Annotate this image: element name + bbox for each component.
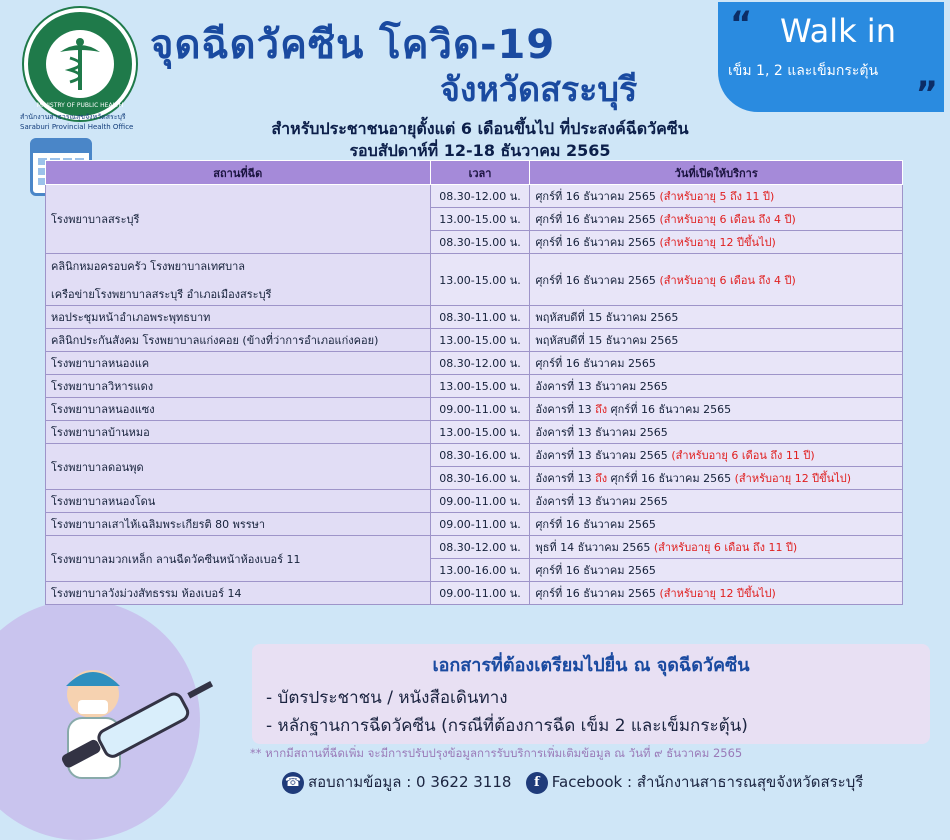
documents-title: เอกสารที่ต้องเตรียมไปยื่น ณ จุดฉีดวัคซีน [432,655,750,676]
document-item-proof: - หลักฐานการฉีดวัคซีน (กรณีที่ต้องการฉีด เข็ม 2 และเข็มกระตุ้น) [266,716,748,736]
age-note: (สำหรับอายุ 6 เดือน ถึง 4 ปี) [659,273,796,287]
age-note: (สำหรับอายุ 12 ปีขึ้นไป) [734,472,852,485]
table-row [46,444,903,467]
age-note: (สำหรับอายุ 6 เดือน ถึง 11 ปี) [653,541,798,554]
table-row [46,352,903,375]
facebook-icon: f [526,772,548,794]
time-cell: 09.00-11.00 น. [430,513,530,536]
date-text: อังคารที่ 13 ธันวาคม 2565 [535,495,668,508]
table-row [46,185,903,208]
place-name: คลินิกประกันสังคม โรงพยาบาลแก่งคอย (ข้างที่ว่าการอำเภอแก่งคอย) [51,334,379,347]
place-cell [46,254,431,306]
update-note: ** หากมีสถานที่ฉีดเพิ่ม จะมีการปรับปรุงข้อมูลการรับบริการเพิ่มเติมข้อมูล ณ วันที่ ๙ ธันวาคม 2565 [250,746,743,760]
place-name: โรงพยาบาลหนองแค [51,357,150,370]
date-text: อังคารที่ 13 ธันวาคม 2565 [535,380,668,393]
place-name: โรงพยาบาลวิหารแดง [51,380,154,393]
logo-ring-text: MINISTRY OF PUBLIC HEALTH [36,102,124,109]
age-note: (สำหรับอายุ 6 เดือน ถึง 4 ปี) [659,213,796,226]
time-cell: 08.30-12.00 น. [430,185,530,208]
table-row [46,398,903,421]
date-cell [530,559,903,582]
age-note: (สำหรับอายุ 12 ปีขึ้นไป) [659,587,776,600]
date-cell [530,467,903,490]
page-subtitle: จังหวัดสระบุรี [440,70,638,110]
table-row [46,375,903,398]
date-cell [530,375,903,398]
required-documents [252,644,930,744]
date-text: ศุกร์ที่ 16 ธันวาคม 2565 [535,564,656,577]
age-note: (สำหรับอายุ 12 ปีขึ้นไป) [659,236,776,249]
date-text: อังคารที่ 13 ธันวาคม 2565 [535,449,668,462]
date-end-text: ศุกร์ที่ 16 ธันวาคม 2565 [610,472,732,485]
place-name: โรงพยาบาลบ้านหมอ [51,426,150,439]
org-name-en: Saraburi Provincial Health Office [20,123,134,131]
document-item-id: - บัตรประชาชน / หนังสือเดินทาง [266,688,508,708]
time-cell: 09.00-11.00 น. [430,398,530,421]
time-cell: 08.30-15.00 น. [430,231,530,254]
date-text: อังคารที่ 13 [535,403,592,416]
date-range-word: ถึง [595,403,608,416]
walkin-subtitle: เข็ม 1, 2 และเข็มกระตุ้น [728,63,879,79]
place-cell [46,185,431,254]
place-cell [46,582,431,605]
table-header-row [46,161,903,185]
date-cell [530,231,903,254]
place-name: คลินิกหมอครอบครัว โรงพยาบาลเทศบาล [51,259,246,273]
date-cell [530,421,903,444]
age-note: (สำหรับอายุ 6 เดือน ถึง 11 ปี) [671,449,815,462]
date-cell [530,398,903,421]
doctor-syringe-illustration [38,652,218,792]
time-cell: 13.00-15.00 น. [430,421,530,444]
date-end-text: ศุกร์ที่ 16 ธันวาคม 2565 [610,403,732,416]
time-cell: 08.30-12.00 น. [430,536,530,559]
date-cell [530,490,903,513]
time-cell: 13.00-15.00 น. [430,208,530,231]
place-cell [46,398,431,421]
place-cell [46,444,431,490]
caduceus-icon [46,30,114,98]
place-cell [46,375,431,398]
table-row [46,421,903,444]
place-cell [46,421,431,444]
time-cell: 13.00-15.00 น. [430,375,530,398]
table-row [46,329,903,352]
date-cell [530,352,903,375]
quote-open-icon: “ [730,4,753,44]
org-name [20,112,133,132]
week-line: รอบสัปดาห์ที่ 12-18 ธันวาคม 2565 [349,141,611,160]
table-row [46,306,903,329]
age-note: (สำหรับอายุ 5 ถึง 11 ปี) [659,190,775,203]
date-text: พฤหัสบดีที่ 15 ธันวาคม 2565 [535,334,679,347]
header-date: วันที่เปิดให้บริการ [530,161,903,185]
header-time: เวลา [430,161,530,185]
date-text: ศุกร์ที่ 16 ธันวาคม 2565 [535,357,656,370]
date-text: ศุกร์ที่ 16 ธันวาคม 2565 [535,236,656,249]
place-name-line2: เครือข่ายโรงพยาบาลสระบุรี อำเภอเมืองสระบุรี [51,287,272,301]
date-text: ศุกร์ที่ 16 ธันวาคม 2565 [535,587,656,600]
date-text: พฤหัสบดีที่ 15 ธันวาคม 2565 [535,311,679,324]
date-cell [530,208,903,231]
time-cell: 09.00-11.00 น. [430,582,530,605]
schedule-body [46,185,903,605]
date-text: พุธที่ 14 ธันวาคม 2565 [535,541,651,554]
time-cell: 13.00-15.00 น. [430,329,530,352]
page-title: จุดฉีดวัคซีน โควิด-19 [150,22,556,68]
org-name-th: สำนักงานสาธารณสุขจังหวัดสระบุรี [20,113,126,121]
time-cell: 13.00-15.00 น. [430,254,530,306]
place-name: หอประชุมหน้าอำเภอพระพุทธบาท [51,311,211,324]
time-cell: 13.00-16.00 น. [430,559,530,582]
date-text: อังคารที่ 13 ธันวาคม 2565 [535,426,668,439]
audience-info [150,118,810,162]
table-row [46,254,903,306]
time-cell: 08.30-11.00 น. [430,306,530,329]
ministry-logo [24,8,136,120]
date-cell [530,329,903,352]
date-text: ศุกร์ที่ 16 ธันวาคม 2565 [535,273,656,287]
place-cell [46,306,431,329]
facebook-label: Facebook : สำนักงานสาธารณสุขจังหวัดสระบุรี [551,773,864,791]
place-cell [46,329,431,352]
time-cell: 08.30-12.00 น. [430,352,530,375]
date-text: อังคารที่ 13 [535,472,592,485]
time-cell: 09.00-11.00 น. [430,490,530,513]
place-cell [46,513,431,536]
date-cell [530,582,903,605]
quote-close-icon: ” [915,74,938,114]
phone-icon: ☎ [282,772,304,794]
table-row [46,536,903,559]
place-name: โรงพยาบาลหนองโดน [51,495,156,508]
walkin-title: Walk in [780,12,896,50]
walkin-bubble [718,2,944,112]
schedule-table [45,160,903,605]
phone-label: สอบถามข้อมูล : 0 3622 3118 [308,773,512,791]
date-text: ศุกร์ที่ 16 ธันวาคม 2565 [535,518,656,531]
place-name: โรงพยาบาลสระบุรี [51,213,140,226]
place-name: โรงพยาบาลมวกเหล็ก ลานฉีดวัคซีนหน้าห้องเบอร์ 11 [51,552,301,566]
date-text: ศุกร์ที่ 16 ธันวาคม 2565 [535,213,656,226]
table-row [46,582,903,605]
date-cell [530,185,903,208]
time-cell: 08.30-16.00 น. [430,444,530,467]
place-name: โรงพยาบาลเสาไห้เฉลิมพระเกียรติ 80 พรรษา [51,518,266,531]
date-cell [530,306,903,329]
date-cell [530,444,903,467]
place-name: โรงพยาบาลดอนพุด [51,460,144,474]
place-name: โรงพยาบาลหนองแซง [51,403,155,416]
date-cell [530,536,903,559]
contact-bar [282,770,863,794]
date-range-word: ถึง [595,472,608,485]
place-name: โรงพยาบาลวังม่วงสัทธรรม ห้องเบอร์ 14 [51,587,242,600]
header-place: สถานที่ฉีด [46,161,431,185]
date-cell [530,513,903,536]
date-cell [530,254,903,306]
place-cell [46,490,431,513]
time-cell: 08.30-16.00 น. [430,467,530,490]
date-text: ศุกร์ที่ 16 ธันวาคม 2565 [535,190,656,203]
audience-line: สำหรับประชาชนอายุตั้งแต่ 6 เดือนขึ้นไป ที่ประสงค์ฉีดวัคซีน [271,119,689,138]
table-row [46,490,903,513]
table-row [46,513,903,536]
place-cell [46,352,431,375]
place-cell [46,536,431,582]
